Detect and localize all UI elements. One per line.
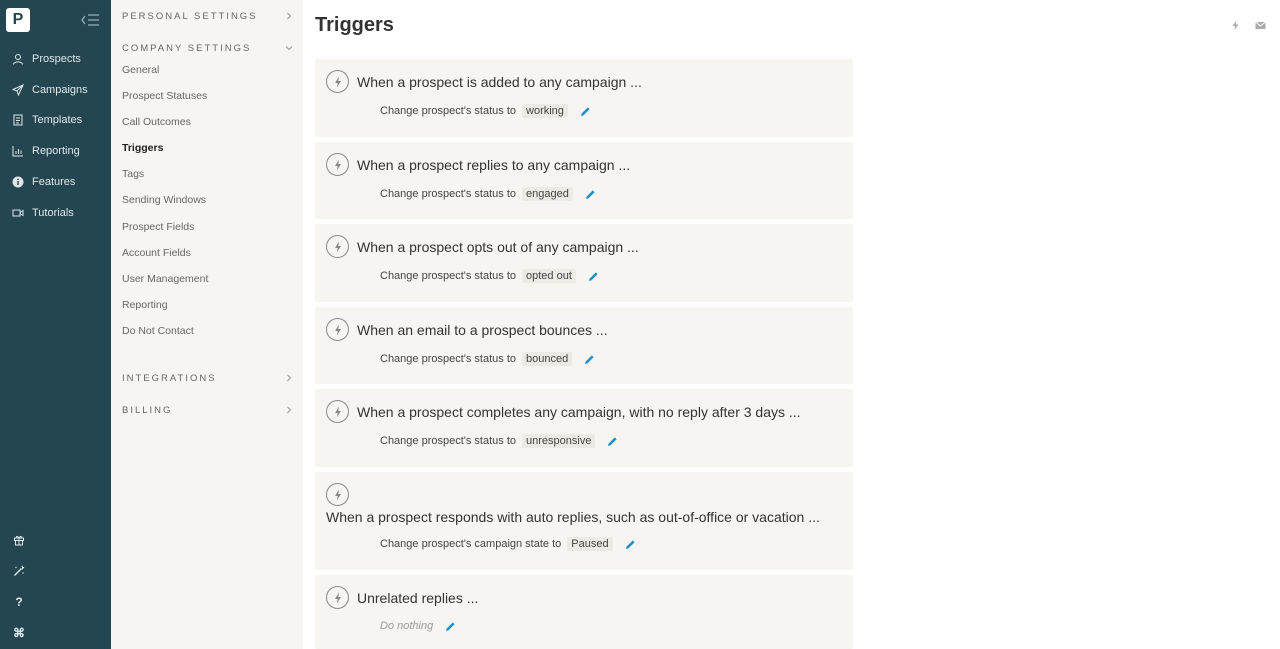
- action-label: Change prospect's status to: [380, 188, 517, 200]
- trigger-action: [380, 537, 636, 551]
- lightning-icon: [326, 70, 349, 93]
- lightning-icon: [326, 235, 349, 258]
- nav-item-campaigns[interactable]: [12, 80, 88, 100]
- page-title: Triggers: [315, 14, 394, 36]
- settings-sidebar: [111, 0, 303, 649]
- nav-label: Prospects: [32, 53, 81, 65]
- sidebar-item-prospect-statuses[interactable]: Prospect Statuses: [122, 90, 208, 102]
- nav-label: Tutorials: [32, 207, 74, 219]
- trigger-card: [315, 575, 853, 649]
- trigger-card: [315, 472, 853, 570]
- trigger-action: [380, 187, 596, 201]
- main-content: [303, 0, 1280, 649]
- sidebar-item-do-not-contact[interactable]: Do Not Contact: [122, 325, 194, 337]
- trigger-card: [315, 142, 853, 219]
- pencil-icon[interactable]: [607, 436, 618, 447]
- user-icon: [12, 53, 24, 65]
- trigger-title: When a prospect replies to any campaign ...: [357, 157, 631, 173]
- action-label: Change prospect's status to: [380, 105, 517, 117]
- sidebar-item-account-fields[interactable]: Account Fields: [122, 247, 191, 259]
- pencil-icon[interactable]: [625, 539, 636, 550]
- bar-chart-icon: [12, 145, 24, 157]
- lightning-icon: [326, 483, 349, 506]
- chevron-right-icon: [285, 406, 293, 414]
- section-label: PERSONAL SETTINGS: [122, 10, 258, 22]
- pencil-icon[interactable]: [588, 271, 599, 282]
- logo-letter: P: [12, 11, 24, 28]
- action-label: Change prospect's status to: [380, 270, 517, 282]
- pencil-icon[interactable]: [445, 621, 456, 632]
- section-billing[interactable]: [122, 403, 293, 417]
- trigger-title: When a prospect completes any campaign, with no reply after 3 days ...: [357, 404, 801, 420]
- section-label: BILLING: [122, 404, 173, 416]
- nav-label: Templates: [32, 114, 83, 126]
- status-tag: engaged: [522, 187, 573, 201]
- nav-label: Reporting: [32, 145, 80, 157]
- trigger-card: [315, 59, 853, 137]
- help-glyph: ?: [15, 595, 23, 609]
- lightning-icon: [326, 586, 349, 609]
- lightning-icon[interactable]: [1230, 20, 1241, 31]
- trigger-card: [315, 307, 853, 384]
- pencil-icon[interactable]: [580, 106, 591, 117]
- trigger-action: [380, 269, 599, 283]
- command-icon[interactable]: [12, 626, 26, 640]
- sidebar-item-call-outcomes[interactable]: Call Outcomes: [122, 116, 191, 128]
- chevron-down-icon: [285, 44, 293, 52]
- nav-label: Campaigns: [32, 84, 88, 96]
- trigger-action: [380, 434, 618, 448]
- trigger-action: [380, 104, 591, 118]
- lightning-icon: [326, 318, 349, 341]
- paper-plane-icon: [12, 84, 24, 96]
- status-tag: opted out: [522, 269, 576, 283]
- sidebar-item-reporting[interactable]: Reporting: [122, 299, 168, 311]
- gift-icon[interactable]: [12, 533, 26, 547]
- status-tag: bounced: [522, 352, 572, 366]
- nav-label: Features: [32, 176, 76, 188]
- nav-item-templates[interactable]: [12, 110, 82, 130]
- status-tag: unresponsive: [522, 434, 595, 448]
- lightning-icon: [326, 400, 349, 423]
- trigger-title: When a prospect opts out of any campaign ...: [357, 239, 639, 255]
- trigger-title: When a prospect responds with auto replies, such as out-of-office or vacation ...: [326, 509, 820, 525]
- video-icon: [12, 207, 24, 219]
- nav-item-prospects[interactable]: [12, 49, 81, 69]
- chevron-right-icon: [285, 12, 293, 20]
- trigger-card: [315, 224, 853, 302]
- envelope-icon[interactable]: [1255, 20, 1266, 31]
- sidebar-item-sending-windows[interactable]: Sending Windows: [122, 194, 207, 206]
- trigger-action: [380, 352, 595, 366]
- sidebar-item-user-management[interactable]: User Management: [122, 273, 209, 285]
- info-circle-icon: [12, 176, 24, 188]
- section-company-settings[interactable]: [122, 41, 293, 55]
- app-logo[interactable]: [6, 8, 30, 32]
- sidebar-item-general[interactable]: General: [122, 64, 160, 76]
- sidebar-item-tags[interactable]: Tags: [122, 168, 145, 180]
- sidebar-item-triggers[interactable]: Triggers: [122, 142, 164, 154]
- trigger-title: When a prospect is added to any campaign ...: [357, 74, 642, 90]
- status-tag: working: [522, 104, 568, 118]
- section-label: INTEGRATIONS: [122, 372, 217, 384]
- command-glyph: ⌘: [13, 626, 25, 640]
- action-label: Change prospect's status to: [380, 353, 517, 365]
- nav-item-features[interactable]: [12, 172, 75, 192]
- magic-wand-icon[interactable]: [12, 564, 26, 578]
- trigger-title: When an email to a prospect bounces ...: [357, 322, 608, 338]
- trigger-title: Unrelated replies ...: [357, 590, 479, 606]
- main-nav: [0, 0, 111, 649]
- top-icons: [1230, 20, 1266, 31]
- chevron-right-icon: [285, 374, 293, 382]
- lightning-icon: [326, 153, 349, 176]
- nav-item-reporting[interactable]: [12, 141, 80, 161]
- section-personal-settings[interactable]: [122, 9, 293, 23]
- nav-item-tutorials[interactable]: [12, 203, 74, 223]
- pencil-icon[interactable]: [585, 189, 596, 200]
- document-icon: [12, 114, 24, 126]
- trigger-action: [380, 620, 456, 632]
- sidebar-item-prospect-fields[interactable]: Prospect Fields: [122, 221, 195, 233]
- action-label: Change prospect's campaign state to: [380, 538, 562, 550]
- help-icon[interactable]: [12, 595, 26, 609]
- section-label: COMPANY SETTINGS: [122, 42, 252, 54]
- pencil-icon[interactable]: [584, 354, 595, 365]
- action-label: Do nothing: [380, 620, 434, 632]
- status-tag: Paused: [567, 537, 612, 551]
- collapse-sidebar-icon[interactable]: [80, 12, 100, 28]
- section-integrations[interactable]: [122, 371, 293, 385]
- action-label: Change prospect's status to: [380, 435, 517, 447]
- trigger-card: [315, 389, 853, 467]
